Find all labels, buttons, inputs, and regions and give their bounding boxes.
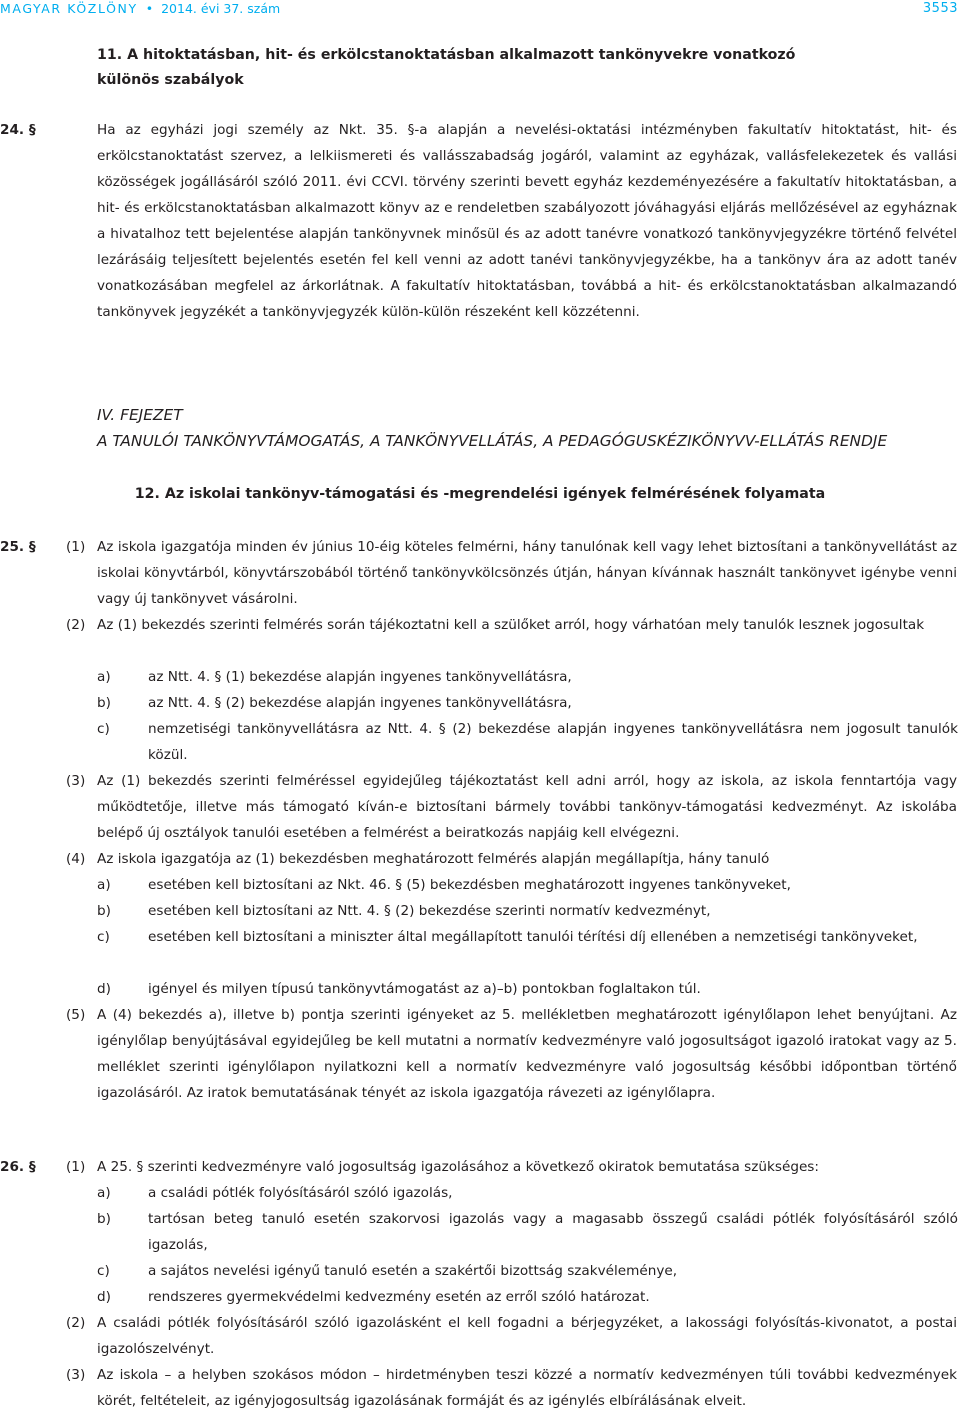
p26-s1-item-d-label: d) [97, 1289, 111, 1305]
p25-s2-item-c-label: c) [97, 721, 110, 737]
p25-s4-item-a-text: esetében kell biztosítani az Nkt. 46. § (5) bekezdésben meghatározott ingyenes tankönyveket, [148, 877, 791, 893]
p26-subsection-3-text: Az iskola – a helyben szokásos módon – hirdetményben teszi közzé a normatív kedvezményen túli további kedvezmények körét, feltételeit, az igényjogosultság igazolásának formáját és az igénylés elbírálásának elveit. [97, 1367, 957, 1409]
p26-subsection-2-label: (2) [66, 1315, 86, 1331]
p26-s1-item-b-text: tartósan beteg tanuló esetén szakorvosi igazolás vagy a magasabb összegű családi pótlék folyósításáról szóló igazolás, [148, 1211, 958, 1253]
p26-s1-item-a-text: a családi pótlék folyósításáról szóló igazolás, [148, 1185, 453, 1201]
p25-s4-item-c-text: esetében kell biztosítani a miniszter által megállapított tanulói térítési díj ellenében a nemzetiségi tankönyveket, [148, 929, 918, 945]
p25-s4-item-d-label: d) [97, 981, 111, 997]
running-header [0, 0, 280, 18]
section-11-title: 11. A hitoktatásban, hit- és erkölcstanoktatásban alkalmazott tankönyvekre vonatkozó különös szabályok [97, 47, 796, 88]
paragraph-26-number: 26. § [0, 1159, 36, 1175]
p25-subsection-4-label: (4) [66, 851, 86, 867]
p26-subsection-1-label: (1) [66, 1159, 86, 1175]
p25-s4-item-b-label: b) [97, 903, 111, 919]
p25-subsection-3-text: Az (1) bekezdés szerinti felméréssel egyidejűleg tájékoztatást kell adni arról, hogy az iskola, az iskola fenntartója vagy működtetője, illetve más támogató kíván-e biztosítani bármely további tankönyv-támogatási kedvezményt. Az iskolába belépő új osztályok tanulói esetében a felmérést a beiratkozás napjáig kell elvégezni. [97, 773, 957, 841]
p26-subsection-3-label: (3) [66, 1367, 86, 1383]
p25-s2-item-b-label: b) [97, 695, 111, 711]
issue-number: 2014. évi 37. szám [161, 1, 281, 16]
p25-s4-item-b-text: esetében kell biztosítani az Ntt. 4. § (2) bekezdése szerinti normatív kedvezményt, [148, 903, 711, 919]
p25-s2-item-c-text: nemzetiségi tankönyvellátásra az Ntt. 4. § (2) bekezdése alapján ingyenes tankönyvellátásra nem jogosult tanulók közül. [148, 721, 958, 763]
chapter-label: IV. FEJEZET [97, 406, 183, 424]
p25-s4-item-a-label: a) [97, 877, 111, 893]
chapter-title: A TANULÓI TANKÖNYVTÁMOGATÁS, A TANKÖNYVELLÁTÁS, A PEDAGÓGUSKÉZIKÖNYVV-ELLÁTÁS RENDJE [97, 432, 888, 450]
p25-subsection-4-text: Az iskola igazgatója az (1) bekezdésben meghatározott felmérés alapján megállapítja, hány tanuló [97, 851, 770, 867]
p26-subsection-1-text: A 25. § szerinti kedvezményre való jogosultság igazolásához a következő okiratok bemutatása szükséges: [97, 1159, 819, 1175]
p26-s1-item-b-label: b) [97, 1211, 111, 1227]
page-number: 3553 [922, 1, 958, 16]
journal-name: MAGYAR KÖZLÖNY [0, 1, 138, 16]
p25-s4-item-d-text: igényel és milyen típusú tankönyvtámogatást az a)–b) pontokban foglaltakon túl. [148, 981, 701, 997]
p25-subsection-2-text: Az (1) bekezdés szerinti felmérés során tájékoztatni kell a szülőket arról, hogy várhatóan mely tanulók lesznek jogosultak [97, 617, 925, 633]
section-12-title: 12. Az iskolai tankönyv-támogatási és -megrendelési igények felmérésének folyamata [134, 486, 826, 502]
paragraph-24-text: Ha az egyházi jogi személy az Nkt. 35. §-a alapján a nevelési-oktatási intézményben fakultatív hitoktatást, hit- és erkölcstanoktatást szervez, a lelkiismereti és vallásszabadság jogáról, valamint az egyházak, vallásfelekezetek és vallási közösségek jogállásáról szóló 2011. évi CCVI. törvény szerinti bevett egyház kezdeményezésére a fakultatív hitoktatásban, a hit- és erkölcstanoktatásban alkalmazott könyv az e rendeletben szabályozott jóváhagyási eljárás mellőzésével az egyháznak a hivatalhoz tett bejelentése alapján tankönyvnek minősül és az adott tanévre vonatkozó tankönyvjegyzékre történő felvétel lezárásáig teljesített bejelentés esetén fel kell venni az adott tanévi tankönyvjegyzékbe, ha a tankönyv ára az adott tanév vonatkozásában megfelel az árkorlátnak. A fakultatív hitoktatásban, továbbá a hit- és erkölcstanoktatásban alkalmazandó tankönyvek jegyzékét a tankönyvjegyzék külön-külön részeként kell közzétenni. [97, 122, 957, 320]
p25-subsection-3-label: (3) [66, 773, 86, 789]
p25-s2-item-b-text: az Ntt. 4. § (2) bekezdése alapján ingyenes tankönyvellátásra, [148, 695, 572, 711]
p26-subsection-2-text: A családi pótlék folyósításáról szóló igazolásként el kell fogadni a bérjegyzéket, a lakossági folyósítás-kivonatot, a postai igazolószelvényt. [97, 1315, 957, 1357]
p25-subsection-1-text: Az iskola igazgatója minden év június 10-éig köteles felmérni, hány tanulónak kell vagy lehet biztosítani a tankönyvellátást az iskolai könyvtárból, könyvtárszobából történő tankönyvkölcsönzés útján, hányan kívánnak használt tankönyvet igénybe venni vagy új tankönyvet vásárolni. [97, 539, 957, 607]
paragraph-25-number: 25. § [0, 539, 36, 555]
p26-s1-item-d-text: rendszeres gyermekvédelmi kedvezmény esetén az erről szóló határozat. [148, 1289, 650, 1305]
p25-s2-item-a-label: a) [97, 669, 111, 685]
p25-subsection-5-label: (5) [66, 1007, 86, 1023]
p25-s2-item-a-text: az Ntt. 4. § (1) bekezdése alapján ingyenes tankönyvellátásra, [148, 669, 572, 685]
p25-subsection-1-label: (1) [66, 539, 86, 555]
p26-s1-item-a-label: a) [97, 1185, 111, 1201]
paragraph-24-number: 24. § [0, 122, 36, 138]
header-bullet: • [145, 1, 154, 16]
p25-subsection-5-text: A (4) bekezdés a), illetve b) pontja szerinti igényeket az 5. mellékletben meghatározott igénylőlapon lehet benyújtani. Az igénylőlap benyújtásával egyidejűleg be kell mutatni a normatív kedvezményre való jogosultságot igazoló iratokat vagy az 5. melléklet szerinti igénylőlapon nyilatkozni kell a normatív kedvezményre való jogosultság későbbi időpontban történő igazolásáról. Az iratok bemutatásának tényét az iskola igazgatója rávezeti az igénylőlapra. [97, 1007, 957, 1101]
p26-s1-item-c-label: c) [97, 1263, 110, 1279]
p26-s1-item-c-text: a sajátos nevelési igényű tanuló esetén a szakértői bizottság szakvéleménye, [148, 1263, 678, 1279]
p25-s4-item-c-label: c) [97, 929, 110, 945]
p25-subsection-2-label: (2) [66, 617, 86, 633]
